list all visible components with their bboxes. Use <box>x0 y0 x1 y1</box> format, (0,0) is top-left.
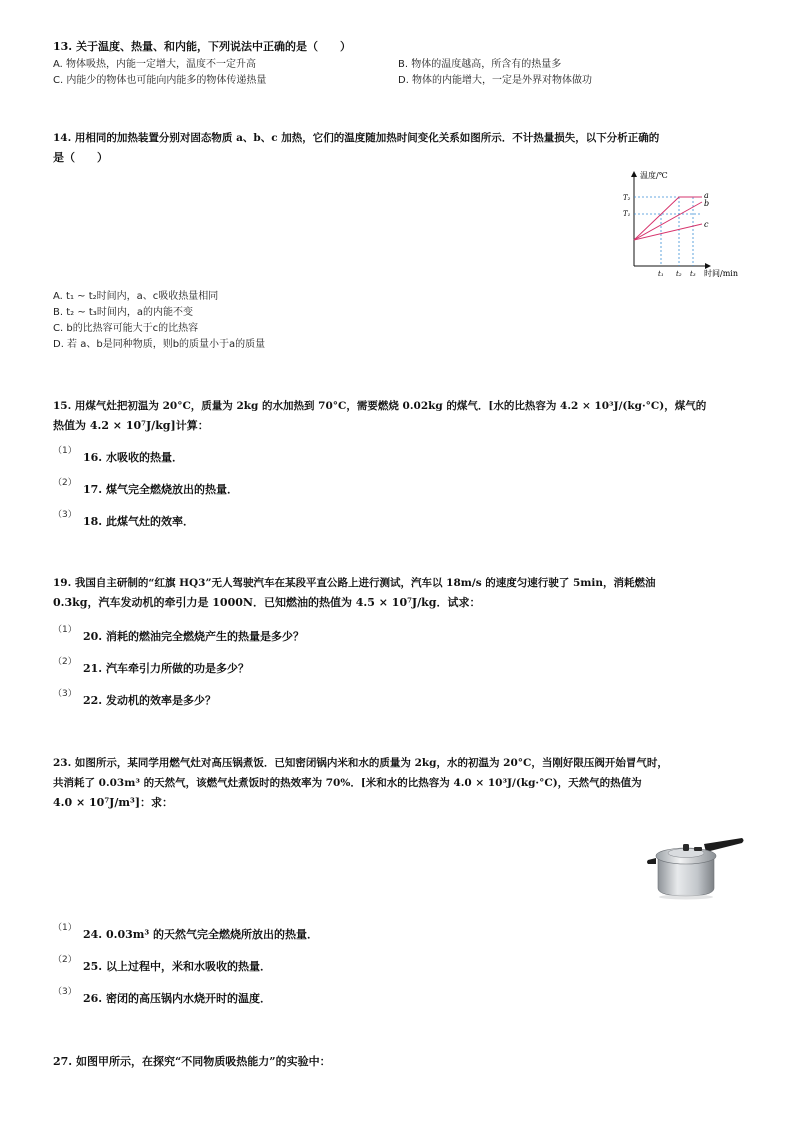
sub-number: （1） <box>53 923 77 933</box>
question-14 <box>53 128 753 168</box>
sub-number: （3） <box>53 689 77 699</box>
sub-number: （3） <box>53 510 77 520</box>
temperature-time-graph <box>620 168 750 278</box>
curve-b-label: b <box>704 199 710 208</box>
question-14-stem-line1: 14. 用相同的加热装置分别对固态物质 a、b、c 加热，它们的温度随加热时间变化关系如图所示．不计热量损失，以下分析正确的 <box>53 132 660 144</box>
question-23 <box>53 753 753 813</box>
sub-question <box>53 920 753 952</box>
sub-question <box>53 475 753 507</box>
sub-question <box>53 622 753 654</box>
sub-number: （2） <box>53 478 77 488</box>
graph-ylabel: 温度/℃ <box>640 171 668 180</box>
graph-xlabel: 时间/min <box>704 269 738 278</box>
sub-text: 22. 发动机的效率是多少？ <box>83 694 216 707</box>
sub-question <box>53 654 753 686</box>
sub-text: 21. 汽车牵引力所做的功是多少？ <box>83 662 249 675</box>
option-a: A. t₁ ~ t₂时间内，a、c吸收热量相同 <box>53 291 219 302</box>
sub-question <box>53 984 753 1016</box>
question-13 <box>53 37 753 89</box>
sub-text: 26. 密闭的高压锅内水烧开时的温度． <box>83 992 271 1005</box>
sub-text: 16. 水吸收的热量． <box>83 451 183 464</box>
sub-question <box>53 686 753 718</box>
tick-t1: T₁ <box>623 210 631 218</box>
tick-t2: T₂ <box>623 194 631 202</box>
sub-number: （1） <box>53 446 77 456</box>
question-15-stem-line1: 15. 用煤气灶把初温为 20°C，质量为 2kg 的水加热到 70°C，需要燃烧 0.02kg 的煤气．[水的比热容为 4.2 × 10³J/(kg·°C)，煤气的 <box>53 400 707 412</box>
option-c: C. 内能少的物体也可能向内能多的物体传递热量 <box>53 75 267 86</box>
option-b: B. t₂ ~ t₃时间内，a的内能不变 <box>53 307 193 318</box>
sub-number: （1） <box>53 625 77 635</box>
tick-time3: t₃ <box>690 270 696 278</box>
sub-question <box>53 507 753 539</box>
tick-time1: t₁ <box>658 270 664 278</box>
option-a: A. 物体吸热，内能一定增大，温度不一定升高 <box>53 59 257 70</box>
sub-number: （2） <box>53 955 77 965</box>
sub-text: 20. 消耗的燃油完全燃烧产生的热量是多少？ <box>83 630 304 643</box>
question-23-stem-line3: 4.0 × 10⁷J/m³]：求： <box>53 796 174 809</box>
question-19-stem-line1: 19. 我国自主研制的“红旗 HQ3”无人驾驶汽车在某段平直公路上进行测试，汽车以 18m/s 的速度匀速行驶了 5min，消耗燃油 <box>53 577 656 589</box>
sub-text: 17. 煤气完全燃烧放出的热量． <box>83 483 238 496</box>
question-15-stem-line2: 热值为 4.2 × 10⁷J/kg]计算： <box>53 419 209 432</box>
pressure-cooker-image <box>646 828 746 900</box>
question-23-stem-line1: 23. 如图所示，某同学用燃气灶对高压锅煮饭．已知密闭锅内米和水的质量为 2kg，水的初温为 20°C，当刚好限压阀开始冒气时， <box>53 757 668 769</box>
tick-time2: t₂ <box>676 270 682 278</box>
question-27-stem: 27. 如图甲所示，在探究“不同物质吸热能力”的实验中： <box>53 1055 331 1068</box>
question-13-stem: 13. 关于温度、热量、和内能，下列说法中正确的是（ ） <box>53 40 351 53</box>
question-19 <box>53 573 753 613</box>
question-13-options <box>53 57 753 89</box>
option-d: D. 若 a、b是同种物质，则b的质量小于a的质量 <box>53 339 266 350</box>
question-19-stem-line2: 0.3kg，汽车发动机的牵引力是 1000N．已知燃油的热值为 4.5 × 10⁷J/kg．试求： <box>53 596 481 609</box>
sub-text: 24. 0.03m³ 的天然气完全燃烧所放出的热量． <box>83 928 319 941</box>
option-d: D. 物体的内能增大，一定是外界对物体做功 <box>398 75 593 86</box>
sub-number: （2） <box>53 657 77 667</box>
curve-c-label: c <box>704 220 709 229</box>
sub-question <box>53 952 753 984</box>
sub-number: （3） <box>53 987 77 997</box>
sub-text: 18. 此煤气灶的效率． <box>83 515 194 528</box>
question-14-options <box>53 289 753 353</box>
question-15 <box>53 396 753 436</box>
question-23-stem-line2: 共消耗了 0.03m³ 的天然气，该燃气灶煮饭时的热效率为 70%．[米和水的比热容为 4.0 × 10³J/(kg·°C)，天然气的热值为 <box>53 777 642 789</box>
question-19-subs <box>53 622 753 718</box>
option-b: B. 物体的温度越高，所含有的热量多 <box>398 59 562 70</box>
question-15-subs <box>53 443 753 539</box>
question-14-stem-line2: 是（ ） <box>53 151 108 164</box>
sub-text: 25. 以上过程中，米和水吸收的热量． <box>83 960 271 973</box>
curve-a-label: a <box>704 191 709 200</box>
option-c: C. b的比热容可能大于c的比热容 <box>53 323 199 334</box>
sub-question <box>53 443 753 475</box>
question-27 <box>53 1052 753 1072</box>
question-23-subs <box>53 920 753 1016</box>
